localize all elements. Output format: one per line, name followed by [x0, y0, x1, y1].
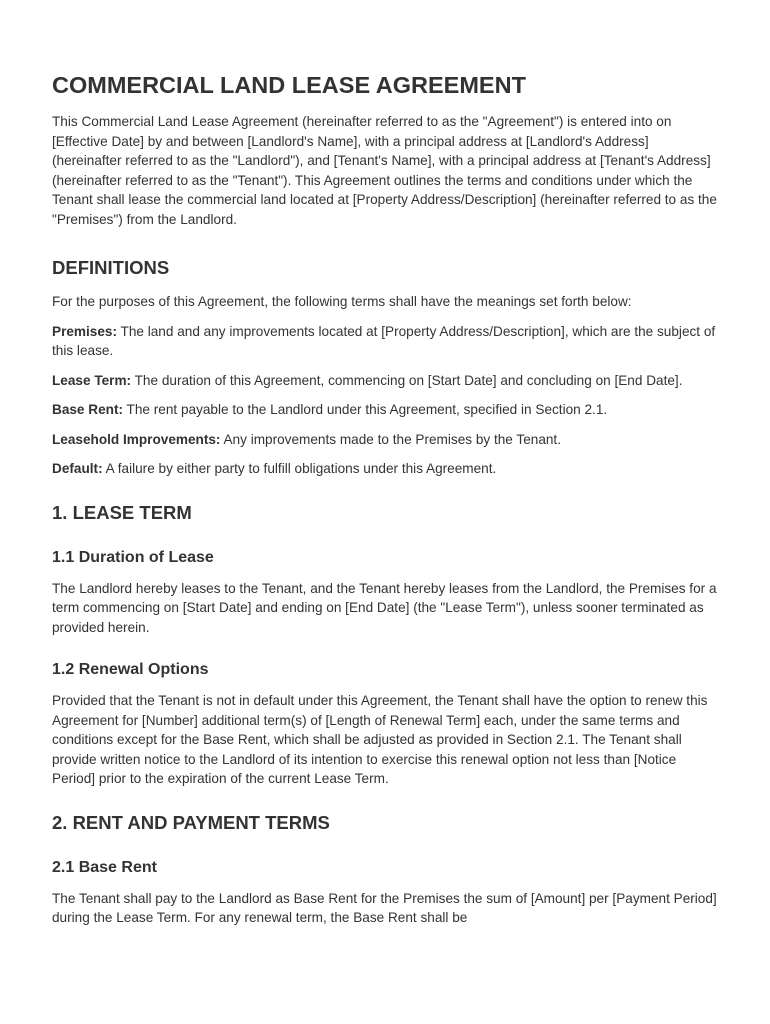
section-2-1-heading: 2.1 Base Rent	[52, 858, 157, 876]
section-1-1-text: The Landlord hereby leases to the Tenant, and the Tenant hereby leases from the Landlord, the Premises for a term commencing on [Start Date] and ending on [End Date] (the "Lease Term"), unless sooner terminated as provided herein.	[52, 580, 717, 635]
definition-term: Lease Term:	[52, 372, 132, 388]
definition-term: Default:	[52, 461, 103, 476]
section-2-1-text: The Tenant shall pay to the Landlord as Base Rent for the Premises the sum of [Amount] per [Payment Period] during the Lease Term. For any renewal term, the Base Rent shall be	[52, 890, 717, 925]
definition-text: The rent payable to the Landlord under this Agreement, specified in Section 2.1.	[123, 402, 608, 417]
document-title: COMMERCIAL LAND LEASE AGREEMENT	[52, 72, 526, 98]
section-1-2-heading: 1.2 Renewal Options	[52, 661, 209, 678]
definitions-lead: For the purposes of this Agreement, the following terms shall have the meanings set forth below:	[52, 294, 632, 309]
definitions-heading: DEFINITIONS	[52, 257, 170, 278]
definition-text: A failure by either party to fulfill obligations under this Agreement.	[102, 461, 497, 476]
definition-default	[52, 459, 718, 479]
definition-base-rent	[52, 400, 718, 420]
definition-text: Any improvements made to the Premises by the Tenant.	[220, 431, 561, 447]
section-1-1-heading: 1.1 Duration of Lease	[52, 548, 214, 566]
definition-term: Premises:	[52, 323, 117, 339]
definition-text: The duration of this Agreement, commencing on [Start Date] and concluding on [End Date].	[131, 372, 683, 388]
section-1-heading: 1. LEASE TERM	[52, 501, 192, 523]
intro-paragraph: This Commercial Land Lease Agreement (hereinafter referred to as the "Agreement") is entered into on [Effective Date] by and between [Landlord's Name], with a principal address at [Landlord's Address] (hereinafter referred to as the "Landlord"), and [Tenant's Name], with a principal address at [Tenant's Address] (hereinafter referred to as the "Tenant"). This Agreement outlines the terms and conditions under which the Tenant shall lease the commercial land located at [Property Address/Description] (hereinafter referred to as the "Premises") from the Landlord.	[52, 114, 717, 227]
definition-term: Leasehold Improvements:	[52, 431, 221, 447]
definition-term: Base Rent:	[52, 402, 124, 417]
definition-text: The land and any improvements located at [Property Address/Description], which are the subject of this lease.	[52, 323, 716, 358]
section-2-heading: 2. RENT AND PAYMENT TERMS	[52, 811, 330, 833]
definition-premises	[52, 322, 718, 361]
section-1-2-text: Provided that the Tenant is not in default under this Agreement, the Tenant shall have the option to renew this Agreement for [Number] additional term(s) of [Length of Renewal Term] each, under the same terms and conditions except for the Base Rent, which shall be adjusted as provided in Section 2.1. The Tenant shall provide written notice to the Landlord of its intention to exercise this renewal option not less than [Notice Period] prior to the expiration of the current Lease Term.	[52, 693, 708, 786]
definition-lease-term	[52, 371, 718, 391]
definition-leasehold-improvements	[52, 430, 718, 450]
